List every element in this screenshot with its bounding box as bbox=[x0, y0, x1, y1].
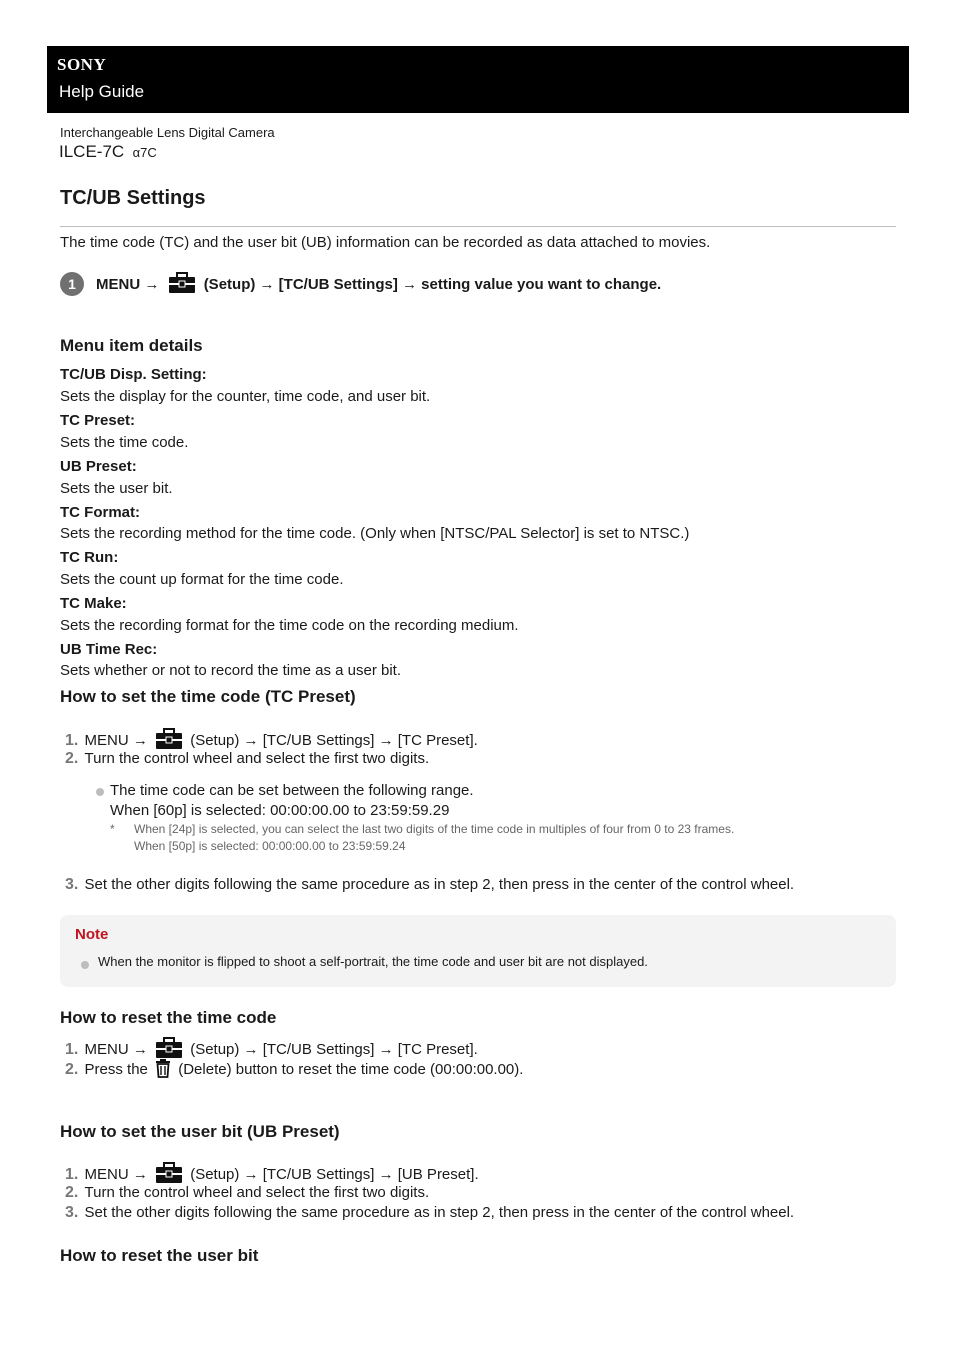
trash-icon bbox=[155, 1058, 171, 1082]
bullet-dot bbox=[81, 961, 89, 969]
tc-preset-step2 bbox=[65, 750, 429, 768]
ub-preset-step2 bbox=[65, 1184, 429, 1202]
step-text: Turn the control wheel and select the first two digits. bbox=[84, 750, 430, 767]
ub-preset-step3 bbox=[65, 1204, 794, 1222]
ub-preset-heading: How to set the user bit (UB Preset) bbox=[60, 1122, 340, 1141]
title-divider bbox=[60, 226, 896, 227]
step-number-badge: 1 bbox=[60, 272, 84, 296]
detail-desc: Sets the recording method for the time code. (Only when [NTSC/PAL Selector] is set to NTSC.) bbox=[60, 525, 690, 542]
step-num: 3. bbox=[65, 876, 79, 893]
step-num: 2. bbox=[65, 1184, 79, 1201]
detail-desc: Sets the time code. bbox=[60, 434, 189, 451]
step-text: Turn the control wheel and select the first two digits. bbox=[84, 1184, 430, 1201]
reset-tc-heading: How to reset the time code bbox=[60, 1008, 277, 1027]
step-rest: (Setup) → [TC/UB Settings] → [UB Preset]. bbox=[190, 1165, 479, 1183]
tc-preset-step3 bbox=[65, 876, 794, 894]
intro-text: The time code (TC) and the user bit (UB) information can be recorded as data attached to movies. bbox=[60, 234, 711, 251]
step-num: 2. bbox=[65, 750, 79, 767]
step-rest: (Setup) → [TC/UB Settings] → [TC Preset]. bbox=[190, 1040, 478, 1058]
step-num: 1. bbox=[65, 1165, 79, 1183]
note-title: Note bbox=[75, 926, 109, 943]
step-text-post: (Delete) button to reset the time code (00:00:00.00). bbox=[178, 1060, 524, 1078]
footnote-line-1: When [24p] is selected, you can select the last two digits of the time code in multiples of four from 0 to 23 frames. bbox=[134, 822, 735, 836]
step-text: Set the other digits following the same procedure as in step 2, then press in the center of the control wheel. bbox=[84, 876, 795, 893]
detail-term: TC Preset: bbox=[60, 412, 136, 429]
detail-desc: Sets the recording format for the time code on the recording medium. bbox=[60, 617, 519, 634]
sony-logo: SONY bbox=[57, 55, 107, 74]
detail-term: UB Time Rec: bbox=[60, 641, 158, 658]
product-model bbox=[59, 142, 157, 162]
detail-desc: Sets the display for the counter, time code, and user bit. bbox=[60, 388, 431, 405]
reset-ub-heading: How to reset the user bit bbox=[60, 1246, 259, 1265]
detail-term: TC/UB Disp. Setting: bbox=[60, 366, 207, 383]
page-title: TC/UB Settings bbox=[60, 187, 206, 209]
model-name: ILCE-7C bbox=[59, 142, 125, 161]
step-num: 1. bbox=[65, 731, 79, 749]
product-category: Interchangeable Lens Digital Camera bbox=[60, 125, 275, 140]
step1-menu: MENU → bbox=[96, 275, 160, 293]
detail-desc: Sets the user bit. bbox=[60, 480, 173, 497]
step-num: 1. bbox=[65, 1040, 79, 1058]
step1-rest: (Setup) → [TC/UB Settings] → setting value you want to change. bbox=[203, 275, 662, 293]
detail-term: UB Preset: bbox=[60, 458, 137, 475]
step-rest: (Setup) → [TC/UB Settings] → [TC Preset]. bbox=[190, 731, 478, 749]
step-menu: MENU → bbox=[84, 731, 148, 749]
note-text: When the monitor is flipped to shoot a self-portrait, the time code and user bit are not displayed. bbox=[98, 954, 648, 969]
detail-term: TC Run: bbox=[60, 549, 119, 566]
header-bar bbox=[47, 46, 909, 113]
detail-term: TC Format: bbox=[60, 504, 140, 521]
step-text: Set the other digits following the same procedure as in step 2, then press in the center of the control wheel. bbox=[84, 1204, 795, 1221]
step-num: 2. bbox=[65, 1060, 79, 1078]
help-guide-link[interactable]: Help Guide bbox=[59, 82, 145, 101]
step-menu: MENU → bbox=[84, 1040, 148, 1058]
step-num: 3. bbox=[65, 1204, 79, 1221]
step-text-pre: Press the bbox=[84, 1060, 148, 1078]
tc-preset-heading: How to set the time code (TC Preset) bbox=[60, 687, 356, 706]
toolbox-icon bbox=[168, 272, 196, 298]
model-alt-name: α7C bbox=[132, 145, 157, 160]
step-menu: MENU → bbox=[84, 1165, 148, 1183]
step1-instruction bbox=[96, 272, 661, 298]
detail-desc: Sets the count up format for the time code. bbox=[60, 571, 344, 588]
detail-term: TC Make: bbox=[60, 595, 127, 612]
bullet-text-2: When [60p] is selected: 00:00:00.00 to 23:59:59.29 bbox=[110, 802, 450, 819]
detail-desc: Sets whether or not to record the time as a user bit. bbox=[60, 662, 402, 679]
note-box bbox=[60, 915, 896, 987]
details-heading: Menu item details bbox=[60, 336, 203, 355]
bullet-dot bbox=[96, 788, 104, 796]
footnote-mark: * bbox=[110, 822, 115, 836]
reset-tc-step2 bbox=[65, 1058, 523, 1082]
footnote-line-2: When [50p] is selected: 00:00:00.00 to 23:59:59.24 bbox=[134, 839, 406, 853]
bullet-text-1: The time code can be set between the following range. bbox=[110, 782, 474, 799]
